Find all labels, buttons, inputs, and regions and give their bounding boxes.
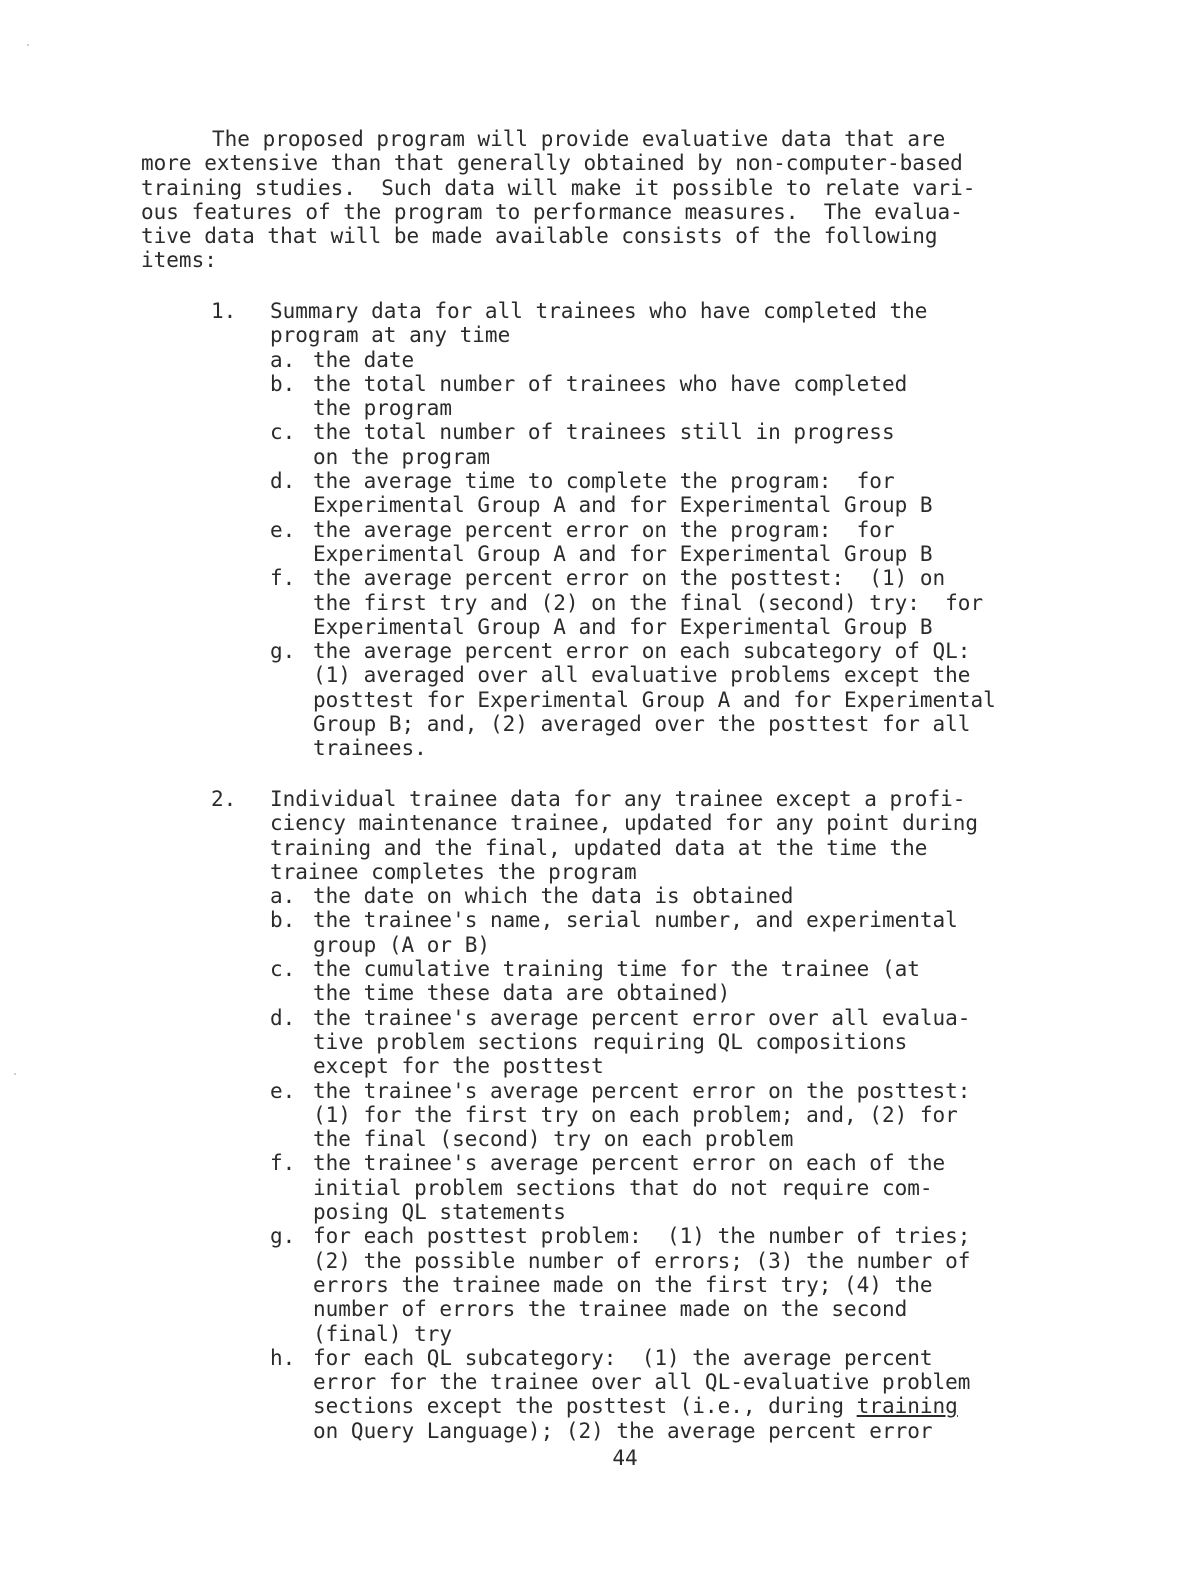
- scan-speck: [27, 44, 29, 46]
- intro-line: ous features of the program to performance measures. The evalua-: [141, 199, 963, 224]
- item-line: ciency maintenance trainee, updated for any point during: [270, 811, 979, 836]
- subitem-letter: c.: [270, 420, 296, 445]
- list-item-individual-data: [211, 787, 1111, 1443]
- subitem-letter: a.: [270, 884, 296, 909]
- item-line: Individual trainee data for any trainee except a profi-: [270, 787, 966, 811]
- subitem-line: the cumulative training time for the trainee (at: [313, 957, 920, 982]
- subitem-line: trainees.: [313, 736, 427, 761]
- subitem-line: posttest for Experimental Group A and for Experimental: [313, 687, 996, 712]
- scan-speck: [14, 1073, 16, 1075]
- subitem-letter: g.: [270, 639, 296, 664]
- page-number: 44: [612, 1446, 638, 1470]
- subitem-letter: g.: [270, 1224, 296, 1249]
- intro-line: training studies. Such data will make it possible to relate vari-: [141, 175, 976, 200]
- subitem-line: initial problem sections that do not require com-: [313, 1175, 933, 1200]
- underlined-word: training: [856, 1394, 958, 1419]
- subitem-line: the time these data are obtained): [313, 981, 731, 1006]
- subitem-g: [211, 1224, 1111, 1345]
- list-item: [211, 299, 1111, 761]
- subitem-line: posing QL statements: [313, 1200, 566, 1225]
- subitem-line: Experimental Group A and for Experimental Group B: [313, 493, 933, 518]
- subitem-letter: f.: [270, 566, 296, 591]
- subitem-letter: f.: [270, 1151, 296, 1176]
- subitem-line: the total number of trainees still in progress: [313, 420, 895, 445]
- subitem-f: [211, 566, 1111, 639]
- subitem-line: the program: [313, 396, 453, 421]
- intro-line: items:: [141, 248, 217, 273]
- subitem-letter: d.: [270, 469, 296, 494]
- list-number: 2.: [211, 787, 237, 811]
- subitem-line: the trainee's average percent error over all evalua-: [313, 1005, 971, 1030]
- subitem-line: the date on which the data is obtained: [313, 884, 794, 909]
- subitem-letter: b.: [270, 908, 296, 933]
- subitem-letter: h.: [270, 1345, 296, 1370]
- subitem-line: Group B; and, (2) averaged over the posttest for all: [313, 712, 971, 737]
- subitem-line: the date: [313, 347, 415, 372]
- subitem-letter: a.: [270, 347, 296, 372]
- subitem-a: [211, 348, 1111, 372]
- subitem-line: the final (second) try on each problem: [313, 1127, 794, 1152]
- list-number: 1.: [211, 299, 237, 323]
- subitem-line: the average percent error on each subcategory of QL:: [313, 639, 971, 664]
- subitem-b: [211, 372, 1111, 421]
- list-item: [211, 787, 1111, 1443]
- subitem-line-with-underline: [313, 1394, 1111, 1418]
- subitem-h: [211, 1346, 1111, 1443]
- item-line: Summary data for all trainees who have completed the: [270, 299, 928, 323]
- subitem-line: error for the trainee over all QL-evaluative problem: [313, 1370, 971, 1395]
- subitem-line: the total number of trainees who have completed: [313, 371, 908, 396]
- intro-line: tive data that will be made available consists of the following: [141, 224, 938, 249]
- subitem-line: the average time to complete the program: for: [313, 469, 895, 494]
- list-item-summary-data: [211, 299, 1111, 761]
- intro-paragraph: [141, 127, 1101, 273]
- subitem-line: for each posttest problem: (1) the number of tries;: [313, 1224, 971, 1249]
- subitem-line: (1) averaged over all evaluative problems except the: [313, 663, 971, 688]
- subitem-line: the trainee's average percent error on each of the: [313, 1151, 946, 1176]
- subitem-f: [211, 1151, 1111, 1224]
- subitem-line: the trainee's average percent error on the posttest:: [313, 1078, 971, 1103]
- item-line: program at any time: [270, 323, 511, 348]
- intro-line: more extensive than that generally obtained by non-computer-based: [141, 151, 963, 176]
- subitem-line: Experimental Group A and for Experimental Group B: [313, 614, 933, 639]
- intro-line: The proposed program will provide evaluative data that are: [212, 127, 946, 151]
- subitem-line: (final) try: [313, 1321, 453, 1346]
- subitem-d: [211, 469, 1111, 518]
- subitem-line: Experimental Group A and for Experimental Group B: [313, 541, 933, 566]
- subitem-line: group (A or B): [313, 932, 491, 957]
- subitem-c: [211, 957, 1111, 1006]
- item-line: trainee completes the program: [270, 859, 637, 884]
- subitem-letter: d.: [270, 1005, 296, 1030]
- subitem-line: on the program: [313, 444, 491, 469]
- subitem-line: the trainee's name, serial number, and experimental: [313, 908, 958, 933]
- subitem-letter: c.: [270, 957, 296, 982]
- subitem-line: number of errors the trainee made on the second: [313, 1297, 908, 1322]
- subitem-line: tive problem sections requiring QL compositions: [313, 1029, 908, 1054]
- subitem-line-text: sections except the posttest (i.e., during: [313, 1394, 857, 1419]
- subitem-letter: e.: [270, 517, 296, 542]
- subitem-a: [211, 884, 1111, 908]
- subitem-line: the first try and (2) on the final (second) try: for: [313, 590, 984, 615]
- subitem-line: on Query Language); (2) the average percent error: [313, 1418, 933, 1443]
- subitem-d: [211, 1006, 1111, 1079]
- subitem-line: the average percent error on the posttest: (1) on: [313, 566, 946, 591]
- subitem-line: except for the posttest: [313, 1054, 604, 1079]
- subitem-g: [211, 639, 1111, 760]
- subitem-line: for each QL subcategory: (1) the average percent: [313, 1345, 933, 1370]
- subitem-e: [211, 518, 1111, 567]
- subitem-line: (1) for the first try on each problem; and, (2) for: [313, 1102, 958, 1127]
- subitem-line: errors the trainee made on the first try; (4) the: [313, 1272, 933, 1297]
- subitem-e: [211, 1079, 1111, 1152]
- subitem-line: the average percent error on the program: for: [313, 517, 895, 542]
- subitem-line: (2) the possible number of errors; (3) the number of: [313, 1248, 971, 1273]
- subitem-letter: e.: [270, 1078, 296, 1103]
- subitem-b: [211, 908, 1111, 957]
- subitem-c: [211, 420, 1111, 469]
- subitem-letter: b.: [270, 371, 296, 396]
- item-line: training and the final, updated data at the time the: [270, 835, 928, 860]
